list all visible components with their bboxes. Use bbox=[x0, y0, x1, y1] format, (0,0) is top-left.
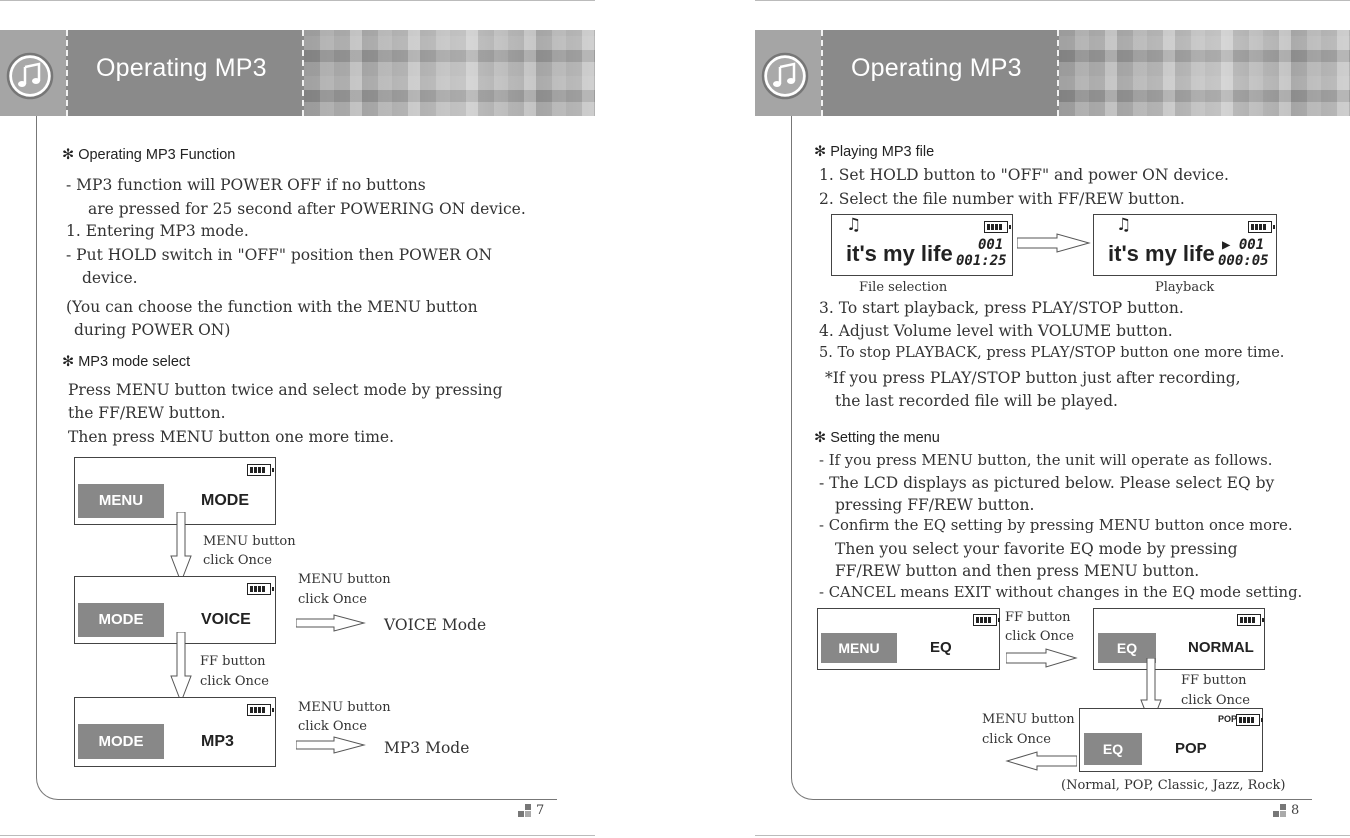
section-heading: ✻ Setting the menu bbox=[814, 430, 940, 446]
step-label: MENU button bbox=[298, 700, 391, 715]
step-label: click Once bbox=[200, 674, 269, 689]
step-label: click Once bbox=[298, 719, 367, 734]
page-title: Operating MP3 bbox=[96, 54, 267, 82]
lcd-file-selection bbox=[831, 214, 1013, 276]
music-note-icon bbox=[5, 51, 55, 101]
body-line: 1. Set HOLD button to "OFF" and power ON device. bbox=[819, 166, 1229, 184]
top-rule bbox=[755, 0, 1350, 1]
lcd-value: EQ bbox=[930, 639, 952, 656]
lcd-eq-pop bbox=[1079, 708, 1263, 772]
body-line: 5. To stop PLAYBACK, press PLAY/STOP button one more time. bbox=[819, 345, 1285, 361]
right-arrow-icon bbox=[1006, 648, 1078, 668]
lcd-mode-mp3 bbox=[74, 697, 276, 767]
body-line: - MP3 function will POWER OFF if no buttons bbox=[66, 176, 426, 194]
lcd-value: POP bbox=[1175, 740, 1207, 757]
step-label: FF button bbox=[200, 654, 266, 669]
page-number: 8 bbox=[1273, 803, 1299, 818]
step-label: click Once bbox=[1005, 629, 1074, 644]
lcd-highlight: EQ bbox=[1084, 733, 1142, 765]
page-number: 7 bbox=[518, 803, 544, 818]
body-line: (You can choose the function with the MENU button bbox=[66, 298, 478, 316]
body-line: device. bbox=[82, 269, 138, 287]
lcd-value: MP3 bbox=[201, 733, 234, 750]
section-heading: ✻ Playing MP3 file bbox=[814, 144, 935, 160]
page-number-icon bbox=[518, 804, 532, 818]
mp3-mode-label: MP3 Mode bbox=[384, 739, 470, 757]
eq-badge: POP bbox=[1218, 714, 1238, 724]
lcd-playback bbox=[1093, 214, 1277, 276]
music-note-icon bbox=[760, 51, 810, 101]
battery-icon bbox=[247, 704, 271, 716]
play-time: 000:05 bbox=[1218, 253, 1269, 269]
lcd-highlight: MODE bbox=[78, 724, 164, 759]
body-line: 2. Select the file number with FF/REW button. bbox=[819, 190, 1185, 208]
left-arrow-icon bbox=[1005, 751, 1077, 771]
voice-mode-label: VOICE Mode bbox=[384, 616, 487, 634]
section-heading: ✻ MP3 mode select bbox=[62, 354, 191, 370]
file-time: 001:25 bbox=[956, 253, 1007, 269]
body-line: during POWER ON) bbox=[74, 321, 231, 339]
lcd-value: MODE bbox=[201, 492, 249, 509]
music-note-icon: ♫ bbox=[846, 215, 862, 235]
body-line: - CANCEL means EXIT without changes in the EQ mode setting. bbox=[819, 584, 1303, 601]
lcd-menu-eq bbox=[817, 608, 1000, 670]
battery-icon bbox=[984, 221, 1008, 233]
eq-modes-note: (Normal, POP, Classic, Jazz, Rock) bbox=[1061, 778, 1286, 793]
down-arrow-icon bbox=[170, 632, 192, 704]
lcd-highlight: MENU bbox=[821, 633, 897, 663]
right-arrow-icon bbox=[296, 614, 366, 632]
page-title: Operating MP3 bbox=[851, 54, 1022, 82]
file-number: 001 bbox=[978, 237, 1004, 253]
body-line: FF/REW button and then press MENU button. bbox=[835, 562, 1200, 580]
battery-icon bbox=[1248, 221, 1272, 233]
song-title: it's my life bbox=[846, 241, 953, 266]
lcd-highlight: MODE bbox=[78, 603, 164, 637]
body-line: Press MENU button twice and select mode by pressing bbox=[68, 381, 503, 399]
body-line: - The LCD displays as pictured below. Please select EQ by bbox=[819, 474, 1275, 492]
body-line: pressing FF/REW button. bbox=[835, 496, 1035, 514]
step-label: FF button bbox=[1005, 610, 1071, 625]
battery-icon bbox=[1237, 614, 1261, 626]
lcd-highlight: EQ bbox=[1098, 633, 1156, 663]
body-line: - Put HOLD switch in "OFF" position then POWER ON bbox=[66, 246, 493, 264]
right-arrow-icon bbox=[296, 736, 366, 754]
lcd-eq-normal bbox=[1093, 608, 1265, 670]
body-line: 3. To start playback, press PLAY/STOP button. bbox=[819, 299, 1184, 317]
lcd-caption: File selection bbox=[859, 280, 948, 295]
body-line: the FF/REW button. bbox=[68, 404, 226, 422]
body-line: *If you press PLAY/STOP button just after recording, bbox=[825, 369, 1241, 387]
down-arrow-icon bbox=[170, 512, 192, 584]
battery-icon bbox=[973, 614, 997, 626]
step-label: click Once bbox=[1181, 693, 1250, 708]
page-7 bbox=[0, 0, 595, 838]
body-line: - If you press MENU button, the unit will operate as follows. bbox=[819, 452, 1273, 469]
file-number: ▶ 001 bbox=[1222, 237, 1265, 253]
step-label: MENU button bbox=[298, 572, 391, 587]
battery-icon bbox=[247, 583, 271, 595]
body-line: Then you select your favorite EQ mode by pressing bbox=[835, 540, 1238, 558]
page-number-icon bbox=[1273, 804, 1287, 818]
lcd-value: NORMAL bbox=[1188, 639, 1254, 656]
body-line: Then press MENU button one more time. bbox=[68, 428, 395, 446]
bottom-rule bbox=[755, 835, 1350, 836]
body-line: 4. Adjust Volume level with VOLUME button. bbox=[819, 322, 1173, 340]
page-8 bbox=[755, 0, 1350, 838]
header-banner bbox=[755, 30, 1350, 116]
top-rule bbox=[0, 0, 595, 1]
lcd-highlight: MENU bbox=[78, 484, 164, 518]
body-line: - Confirm the EQ setting by pressing MENU button once more. bbox=[819, 517, 1293, 534]
step-label: MENU button bbox=[203, 534, 296, 549]
step-label: FF button bbox=[1181, 673, 1247, 688]
music-note-icon: ♫ bbox=[1116, 215, 1132, 235]
step-label: MENU button bbox=[982, 712, 1075, 727]
song-title: it's my life bbox=[1108, 241, 1215, 266]
battery-icon bbox=[247, 464, 271, 476]
lcd-value: VOICE bbox=[201, 611, 251, 628]
battery-icon bbox=[1236, 714, 1260, 726]
body-line: are pressed for 25 second after POWERING ON device. bbox=[88, 200, 526, 218]
step-label: click Once bbox=[203, 553, 272, 568]
step-label: click Once bbox=[982, 732, 1051, 747]
lcd-caption: Playback bbox=[1155, 280, 1215, 295]
section-heading: ✻ Operating MP3 Function bbox=[62, 147, 236, 163]
header-banner bbox=[0, 30, 595, 116]
body-line: the last recorded file will be played. bbox=[835, 392, 1118, 410]
step-label: click Once bbox=[298, 592, 367, 607]
bottom-rule bbox=[0, 835, 595, 836]
right-arrow-icon bbox=[1017, 233, 1091, 253]
body-line: 1. Entering MP3 mode. bbox=[66, 222, 249, 240]
